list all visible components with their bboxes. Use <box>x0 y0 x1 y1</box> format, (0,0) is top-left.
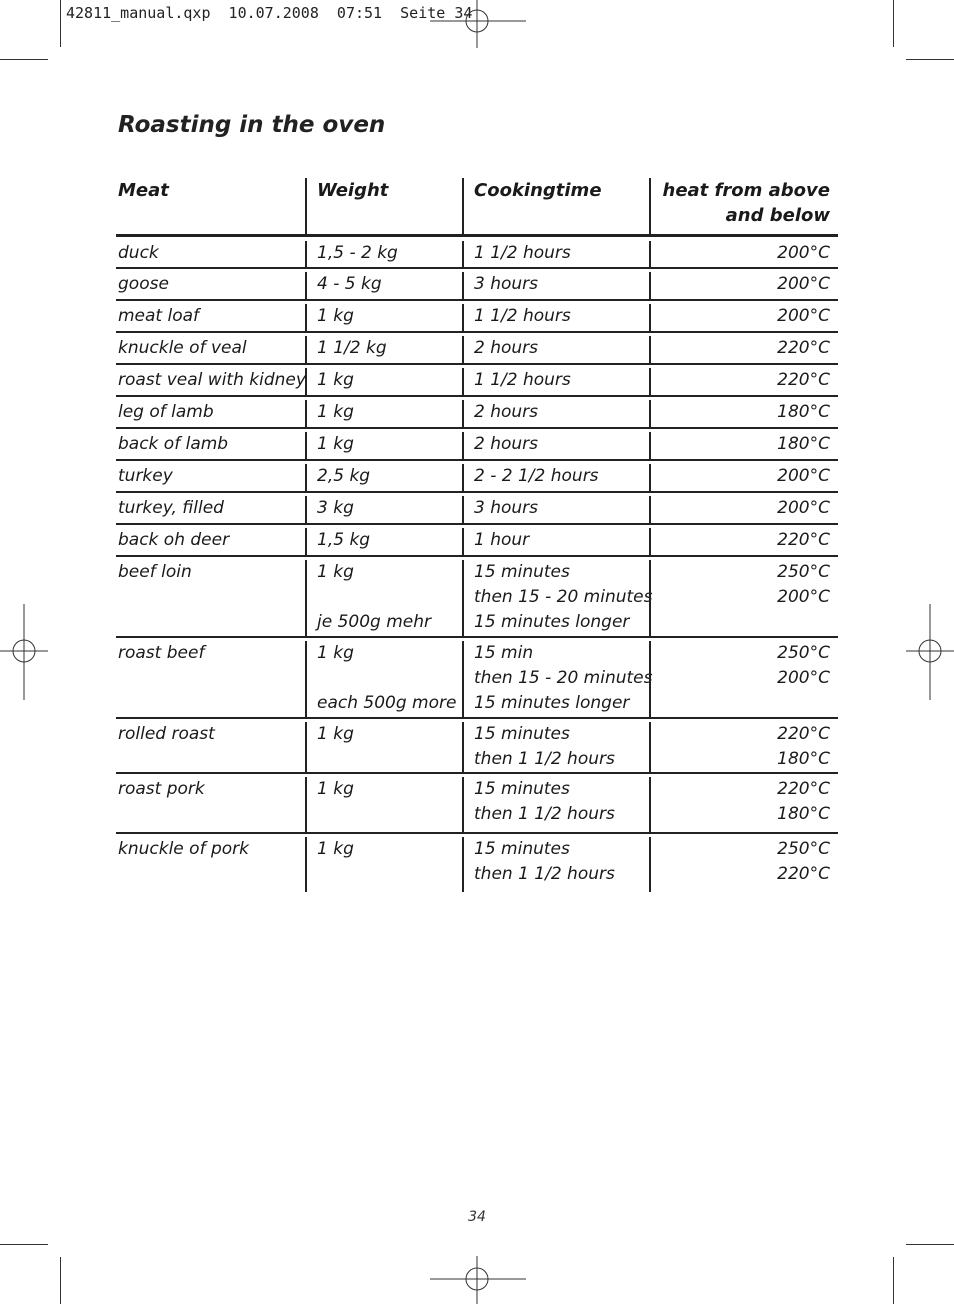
cell-cookingtime <box>462 368 649 395</box>
cell-meat: leg of lamb <box>118 402 214 422</box>
cell-heat-line: 220°C <box>777 779 830 799</box>
cell-heat <box>649 641 838 717</box>
cell-cookingtime <box>462 777 649 832</box>
cell-weight <box>305 777 462 832</box>
cell-heat-line: 180°C <box>777 804 830 824</box>
cell-cookingtime <box>462 560 653 636</box>
cell-meat: back of lamb <box>118 434 229 454</box>
cell-heat <box>649 336 838 363</box>
cell-heat-line: 220°C <box>777 864 830 884</box>
table-row <box>116 461 838 493</box>
table-body <box>116 237 838 892</box>
cell-weight <box>305 528 462 555</box>
cell-cookingtime-line: 1 1/2 hours <box>474 306 571 326</box>
cell-heat <box>649 241 838 267</box>
crop-mark <box>906 1244 954 1245</box>
cell-heat-line: 250°C <box>777 643 830 663</box>
crop-mark <box>0 59 48 60</box>
cell-heat-line: 250°C <box>777 562 830 582</box>
cell-heat <box>649 528 838 555</box>
cell-weight-line: 1 kg <box>317 370 354 390</box>
cell-cookingtime <box>462 641 653 717</box>
cell-heat-line: 220°C <box>777 724 830 744</box>
cell-cookingtime-line: then 1 1/2 hours <box>474 749 615 769</box>
cell-weight <box>305 641 462 717</box>
cell-heat <box>649 722 838 772</box>
cell-weight-line: 1,5 kg <box>317 530 371 550</box>
cell-heat <box>649 777 838 832</box>
crop-mark <box>0 1244 48 1245</box>
cell-cookingtime-line: 2 - 2 1/2 hours <box>474 466 599 486</box>
cell-weight-line <box>317 666 462 691</box>
registration-mark-icon <box>906 604 954 700</box>
cell-weight-line: 1,5 - 2 kg <box>317 243 398 263</box>
table-row <box>116 774 838 834</box>
cell-cookingtime-line: 15 minutes <box>474 562 570 582</box>
cell-cookingtime <box>462 400 649 427</box>
cell-weight-line: 1 kg <box>317 839 354 859</box>
cell-meat: roast beef <box>118 643 205 663</box>
header-weight: Weight <box>305 178 462 234</box>
cell-weight-line <box>317 585 462 610</box>
table-row <box>116 269 838 301</box>
cell-cookingtime-line: 15 minutes <box>474 779 570 799</box>
cell-weight <box>305 304 462 331</box>
cell-cookingtime <box>462 336 649 363</box>
cell-heat-line: 200°C <box>777 466 830 486</box>
cell-cookingtime <box>462 722 649 772</box>
table-row <box>116 493 838 525</box>
cell-cookingtime-line: 1 1/2 hours <box>474 243 571 263</box>
crop-mark <box>893 0 894 47</box>
cell-cookingtime-line: 15 minutes longer <box>474 612 630 632</box>
cell-weight-line: 3 kg <box>317 498 354 518</box>
cell-cookingtime-line: 2 hours <box>474 434 539 454</box>
cell-meat: rolled roast <box>118 724 215 744</box>
cell-weight <box>305 336 462 363</box>
print-slug: 42811_manual.qxp 10.07.2008 07:51 Seite 34 <box>66 4 473 22</box>
cell-weight-line: each 500g more <box>317 693 457 713</box>
cell-meat: goose <box>118 274 169 294</box>
cell-meat: turkey <box>118 466 173 486</box>
cell-weight-line <box>317 862 462 887</box>
cell-cookingtime-line: then 1 1/2 hours <box>474 804 615 824</box>
cell-cookingtime-line: 3 hours <box>474 498 539 518</box>
crop-mark <box>60 0 61 47</box>
cell-meat: knuckle of pork <box>118 839 249 859</box>
cell-weight-line <box>317 747 462 772</box>
cell-cookingtime <box>462 528 649 555</box>
cell-cookingtime-line: 2 hours <box>474 338 539 358</box>
table-row <box>116 397 838 429</box>
cell-cookingtime-line: then 1 1/2 hours <box>474 864 615 884</box>
cell-weight-line: 1 kg <box>317 779 354 799</box>
crop-mark <box>893 1257 894 1304</box>
crop-mark <box>906 59 954 60</box>
cell-heat-line: 180°C <box>777 749 830 769</box>
table-row <box>116 429 838 461</box>
cell-cookingtime-line: 15 minutes <box>474 724 570 744</box>
cell-cookingtime-line: 3 hours <box>474 274 539 294</box>
cell-heat <box>649 304 838 331</box>
cell-cookingtime-line: 1 1/2 hours <box>474 370 571 390</box>
cell-weight <box>305 560 462 636</box>
cell-heat-line: 200°C <box>777 306 830 326</box>
table-header <box>116 178 838 237</box>
table-row <box>116 638 838 719</box>
cell-heat-line: 200°C <box>777 498 830 518</box>
cell-weight <box>305 837 462 892</box>
cell-weight <box>305 496 462 523</box>
cell-weight-line <box>317 802 462 827</box>
page-title: Roasting in the oven <box>118 112 386 138</box>
cell-heat-line: 220°C <box>777 338 830 358</box>
registration-mark-icon <box>430 0 526 48</box>
cell-cookingtime-line: then 15 - 20 minutes <box>474 587 653 607</box>
cell-heat-line: 180°C <box>777 402 830 422</box>
cell-weight-line: 2,5 kg <box>317 466 371 486</box>
crop-mark <box>60 1257 61 1304</box>
cell-cookingtime-line: 1 hour <box>474 530 530 550</box>
cell-meat: beef loin <box>118 562 192 582</box>
cell-cookingtime-line: 15 min <box>474 643 534 663</box>
cell-meat: roast veal with kidney <box>118 370 306 390</box>
table-row <box>116 525 838 557</box>
header-heat-line: and below <box>725 205 830 226</box>
cell-cookingtime-line: then 15 - 20 minutes <box>474 668 653 688</box>
cell-heat <box>649 464 838 491</box>
registration-mark-icon <box>0 604 48 700</box>
cell-heat <box>649 560 838 636</box>
cell-cookingtime <box>462 464 649 491</box>
cell-weight-line: 1 kg <box>317 643 354 663</box>
table-row <box>116 301 838 333</box>
cell-heat-line: 200°C <box>777 668 830 688</box>
cell-heat-line <box>651 691 830 716</box>
cell-cookingtime <box>462 241 649 267</box>
table-row <box>116 557 838 638</box>
table-row <box>116 719 838 774</box>
cell-heat <box>649 272 838 299</box>
cell-cookingtime <box>462 432 649 459</box>
cell-cookingtime <box>462 304 649 331</box>
cell-heat-line: 220°C <box>777 370 830 390</box>
cell-heat-line: 220°C <box>777 530 830 550</box>
cell-meat: knuckle of veal <box>118 338 247 358</box>
cell-meat: duck <box>118 243 159 263</box>
roasting-table <box>116 178 838 892</box>
cell-weight <box>305 432 462 459</box>
cell-weight-line: je 500g mehr <box>317 612 432 632</box>
cell-heat-line: 250°C <box>777 839 830 859</box>
cell-weight <box>305 272 462 299</box>
cell-meat: roast pork <box>118 779 205 799</box>
cell-meat: meat loaf <box>118 306 200 326</box>
table-row <box>116 237 838 269</box>
table-row <box>116 834 838 892</box>
cell-weight-line: 1 1/2 kg <box>317 338 387 358</box>
cell-heat <box>649 432 838 459</box>
header-cookingtime: Cookingtime <box>462 178 649 234</box>
cell-heat-line: 200°C <box>777 274 830 294</box>
cell-weight-line: 4 - 5 kg <box>317 274 382 294</box>
cell-weight-line: 1 kg <box>317 402 354 422</box>
cell-heat-line: 200°C <box>777 587 830 607</box>
table-row <box>116 333 838 365</box>
cell-heat <box>649 837 838 892</box>
cell-heat-line <box>651 610 830 635</box>
cell-heat <box>649 496 838 523</box>
cell-cookingtime-line: 15 minutes <box>474 839 570 859</box>
cell-weight <box>305 464 462 491</box>
cell-meat: turkey, filled <box>118 498 224 518</box>
cell-heat-line: 200°C <box>777 243 830 263</box>
cell-weight <box>305 722 462 772</box>
cell-weight <box>305 400 462 427</box>
cell-cookingtime-line: 15 minutes longer <box>474 693 630 713</box>
cell-cookingtime <box>462 272 649 299</box>
cell-cookingtime <box>462 496 649 523</box>
cell-heat-line: 180°C <box>777 434 830 454</box>
cell-weight-line: 1 kg <box>317 434 354 454</box>
cell-weight <box>305 241 462 267</box>
header-heat-line: heat from above <box>662 180 830 201</box>
cell-weight-line: 1 kg <box>317 562 354 582</box>
cell-cookingtime-line: 2 hours <box>474 402 539 422</box>
cell-weight <box>305 368 462 395</box>
page-number: 34 <box>468 1209 486 1225</box>
cell-cookingtime <box>462 837 649 892</box>
cell-weight-line: 1 kg <box>317 724 354 744</box>
cell-meat: back oh deer <box>118 530 230 550</box>
cell-heat <box>649 368 838 395</box>
header-meat: Meat <box>118 180 169 201</box>
registration-mark-icon <box>430 1256 526 1304</box>
table-row <box>116 365 838 397</box>
cell-weight-line: 1 kg <box>317 306 354 326</box>
cell-heat <box>649 400 838 427</box>
header-heat <box>649 178 838 234</box>
